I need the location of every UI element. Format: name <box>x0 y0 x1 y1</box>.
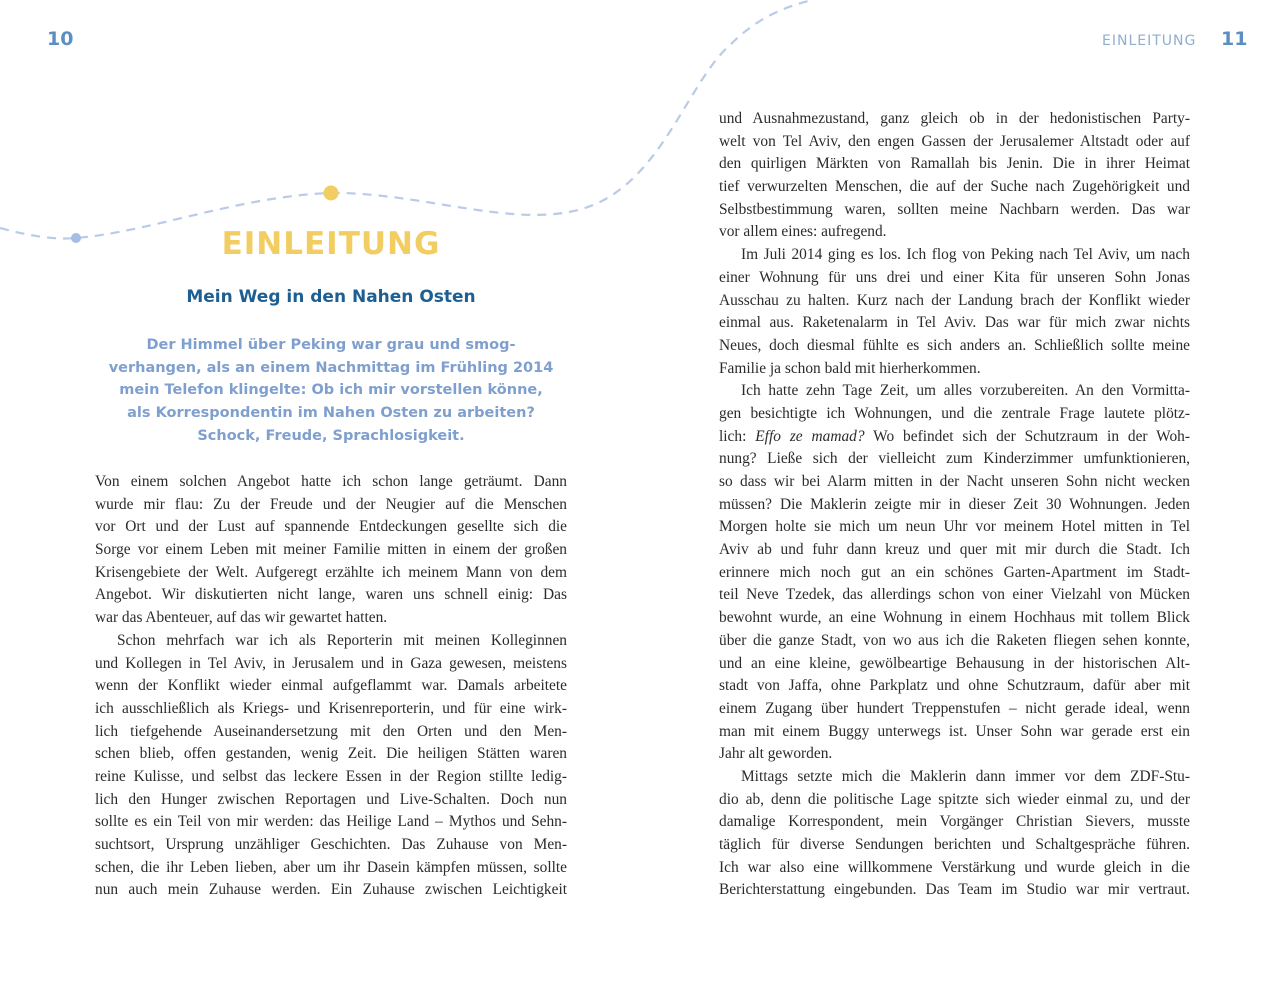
body-text-line: einer Wohnung für uns drei und einer Kita für unseren Sohn Jonas <box>719 268 1190 286</box>
route-dot-blue <box>71 233 81 243</box>
body-text-line: stadt von Jaffa, ohne Parkplatz und ohne Schutzraum, dafür aber mit <box>719 677 1190 695</box>
body-text-line: Ich war also eine willkommene Verstärkung und wurde gleich in die <box>719 858 1190 876</box>
body-text-line: wurde mir flau: Zu der Freude und der Neugier auf die Menschen <box>95 495 567 513</box>
body-text-line: dio ab, denn die politische Lage spitzte sich wieder einmal zu, und der <box>719 790 1190 808</box>
body-text-line: gen besichtigte ich Wohnungen, und die zentrale Frage lautete plötz- <box>719 404 1190 422</box>
lead-line: Der Himmel über Peking war grau und smog- <box>146 337 516 353</box>
italic-phrase: Effo ze mamad? <box>755 427 865 445</box>
body-text-line: Von einem solchen Angebot hatte ich schon lange geträumt. Dann <box>95 473 567 490</box>
body-text-line: damalige Korrespondent, mein Vorgänger Christian Sievers, musste <box>719 813 1190 831</box>
lead-line: Schock, Freude, Sprachlosigkeit. <box>197 427 465 444</box>
chapter-title: EINLEITUNG <box>221 226 441 262</box>
body-text-line: nun auch mein Zuhause werden. Ein Zuhause zwischen Leichtigkeit <box>95 881 567 899</box>
body-text-line: welt von Tel Aviv, den engen Gassen der Jerusalemer Altstadt oder auf <box>719 132 1190 150</box>
body-text-line: nung? Ließe sich der vielleicht zum Kinderzimmer umfunktionieren, <box>719 450 1190 468</box>
body-text-line: Morgen holte sie mich um neun Uhr vor meinem Hotel mitten in Tel <box>719 518 1190 536</box>
dashed-route-line <box>0 0 812 239</box>
body-text-line: sollte es ein Teil von mir werden: das Heilige Land – Mythos und Sehn- <box>95 813 567 831</box>
body-text-line: Sorge vor einem Leben mit meiner Familie mitten in einem der großen <box>95 541 567 559</box>
body-text-line: täglich für diverse Sendungen berichten und Schaltgespräche führen. <box>719 836 1190 853</box>
body-text-line: Jahr alt geworden. <box>719 745 833 763</box>
body-text-line: Angebot. Wir diskutierten nicht lange, waren uns schnell einig: Das <box>95 586 567 604</box>
body-text-line: Neues, doch diesmal fühlte es sich anders an. Schließlich sollte meine <box>719 336 1190 354</box>
body-text-line: Selbstbestimmung waren, sollten meine Nachbarn werden. Das war <box>719 200 1190 218</box>
body-text-line: suchtsort, Ursprung unzähliger Geschichten. Das Zuhause von Men- <box>95 836 567 853</box>
body-text-line: und Kollegen in Tel Aviv, in Jerusalem und in Gaza gewesen, meistens <box>95 654 567 672</box>
body-text-line: teil Neve Tzedek, das allerdings schon von einer Vielzahl von Mücken <box>719 586 1190 604</box>
body-text-line: lich tiefgehende Auseinandersetzung mit den Orten und den Men- <box>95 722 567 740</box>
chapter-lead-paragraph <box>95 334 567 448</box>
body-text-line: ich ausschließlich als Kriegs- und Krisenreporterin, und für eine wirk- <box>95 699 567 717</box>
right-body-column <box>719 108 1190 902</box>
body-text-line: Krisengebiete der Welt. Aufgeregt erzählte ich meinem Mann von dem <box>95 563 567 581</box>
body-text-line: bewohnt wurde, an eine Wohnung in einem Hochhaus mit tollem Blick <box>719 609 1190 627</box>
body-text-line: Ausschau zu halten. Kurz nach der Landung brach der Konflikt wieder <box>719 291 1190 309</box>
body-text-line: lich: Effo ze mamad? Wo befindet sich der Schutzraum in der Woh- <box>719 427 1190 445</box>
body-text-line: vor allem eines: aufregend. <box>719 223 887 241</box>
body-text-line: einem Zugang über hundert Treppenstufen – nicht gerade ideal, wenn <box>719 699 1190 717</box>
left-body-column <box>95 471 567 902</box>
body-text-line: Berichterstattung eingebunden. Das Team im Studio war mir vertraut. <box>719 881 1190 899</box>
body-text-line: über die ganze Stadt, von wo aus ich die Raketen fliegen sehen konnte, <box>719 631 1190 649</box>
body-text-line: so dass wir bei Alarm mitten in der Nacht unseren Sohn nicht wecken <box>719 473 1190 490</box>
body-text-line: und an eine kleine, gewölbeartige Behausung in der historischen Alt- <box>719 654 1190 672</box>
body-text-line: einmal aus. Raketenalarm in Tel Aviv. Das war für mich zwar nichts <box>719 314 1190 332</box>
lead-line: verhangen, als an einem Nachmittag im Frühling 2014 <box>108 359 554 376</box>
body-text-line: schen, die ihr Leben lieben, aber um ihr Dasein kämpfen müssen, sollte <box>95 858 567 876</box>
body-text-line: schen blieb, offen gestanden, wenig Zeit. Die heiligen Stätten waren <box>95 745 567 763</box>
body-text-line: tief verwurzelten Menschen, die auf der Suche nach Zugehörigkeit und <box>719 178 1190 196</box>
body-text-line: und Ausnahmezustand, ganz gleich ob in der hedonistischen Party- <box>719 110 1190 127</box>
lead-line: mein Telefon klingelte: Ob ich mir vorstellen könne, <box>119 382 543 399</box>
chapter-subtitle: Mein Weg in den Nahen Osten <box>186 287 476 307</box>
body-text-line: müssen? Die Maklerin zeigte mir in dieser Zeit 30 Wohnungen. Jeden <box>719 495 1190 513</box>
body-text-line: Aviv ab und fuhr dann kreuz und quer mit mir durch die Stadt. Ich <box>719 541 1190 559</box>
body-text-line: man mit einem Buggy unterwegs ist. Unser Sohn war gerade erst ein <box>719 722 1190 740</box>
body-text-line: erinnere mich noch gut an ein schönes Garten-Apartment im Stadt- <box>719 563 1190 581</box>
body-text-line: Mittags setzte mich die Maklerin dann immer vor dem ZDF-Stu- <box>741 767 1190 785</box>
body-text-line: Im Juli 2014 ging es los. Ich flog von Peking nach Tel Aviv, um nach <box>741 246 1190 264</box>
body-text-line: wenn der Konflikt wieder einmal aufgeflammt war. Damals arbeitete <box>95 677 567 695</box>
body-text-line: Ich hatte zehn Tage Zeit, um alles vorzubereiten. An den Vormitta- <box>741 382 1190 400</box>
body-text-line: lich den Hunger zwischen Reportagen und Live-Schalten. Doch nun <box>95 790 567 808</box>
left-page-number: 10 <box>47 28 74 50</box>
body-text-line: vor Ort und der Lust auf spannende Entdeckungen gesellte sich die <box>95 518 567 536</box>
body-text-line: Familie ja schon bald mit hierherkommen. <box>719 359 981 377</box>
body-text-line: reine Kulisse, und selbst das leckere Essen in der Region stillte ledig- <box>95 767 567 785</box>
lead-line: als Korrespondentin im Nahen Osten zu arbeiten? <box>127 405 535 422</box>
body-text-line: Schon mehrfach war ich als Reporterin mit meinen Kolleginnen <box>117 631 567 649</box>
running-head: EINLEITUNG <box>1102 33 1197 49</box>
right-page-number: 11 <box>1221 28 1248 50</box>
body-text-line: den quirligen Märkten von Ramallah bis Jenin. Die in ihrer Heimat <box>719 155 1190 173</box>
body-text-line: war das Abenteuer, auf das wir gewartet hatten. <box>95 609 388 627</box>
route-dot-yellow <box>324 186 339 201</box>
